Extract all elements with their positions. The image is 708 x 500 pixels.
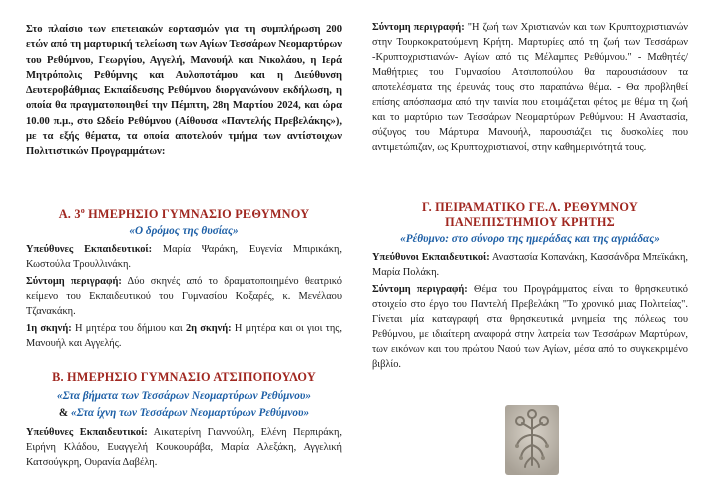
section-a-title <box>26 207 342 222</box>
section-c-desc-label: Σύντομη περιγραφή: <box>372 284 468 295</box>
section-c-description <box>372 282 688 372</box>
section-b-subtitle-2: «Στα ίχνη των Τεσσάρων Νεομαρτύρων Ρεθύμνου» <box>71 407 310 419</box>
section-b-title: Β. ΗΜΕΡΗΣΙΟ ΓΥΜΝΑΣΙΟ ΑΤΣΙΠΟΠΟΥΛΟΥ <box>52 370 316 384</box>
section-c-subtitle: «Ρέθυμνο: στο σύνορο της ημεράδας και της αγριάδας» <box>400 233 660 245</box>
section-b-description <box>372 20 688 155</box>
scene1-text: Η μητέρα του δήμιου και <box>71 323 186 334</box>
section-a-title-sup: ο <box>80 205 85 215</box>
section-b-subtitle-1: «Στα βήματα των Τεσσάρων Νεομαρτύρων Ρεθύμνου» <box>57 390 311 402</box>
scene2-text: Η μητέρα και οι γιοι της, Μανουήλ και Αγγελής. <box>26 323 343 349</box>
section-a-teachers-label: Υπεύθυνες Εκπαιδευτικοί: <box>26 244 153 255</box>
section-b-teachers-label: Υπεύθυνες Εκπαιδευτικοί: <box>26 427 148 438</box>
section-c-body <box>372 250 688 374</box>
section-c-desc-text: Θέμα του Προγράμματος είναι το θρησκευτικό στοιχείο στο έργο του Παντελή Πρεβελάκη "Το χρονικό μιας Πολιτείας". Γίνεται μία καταγραφή στα θρησκευτικά μνημεία της πόλεως του Ρεθύμνου, με ιδιαίτερη αναφορά στην λατρεία των Τεσσάρων Μαρτύρων, των εικόνων και του πρώτου Ναού των Αγίων, μέσα από το συγκεκριμένο βιβλίο. <box>372 284 688 370</box>
section-b-teachers <box>26 425 342 470</box>
section-a-desc-label: Σύντομη περιγραφή: <box>26 276 122 287</box>
section-a-teachers <box>26 242 342 272</box>
section-b-desc-text: "Η ζωή των Χριστιανών και των Κρυπτοχριστιανών στην Τουρκοκρατούμενη Κρήτη. Μαρτυρίες από τη ζωή των Τεσσάρων -Κρυπτοχριστιανών- Αγίων από τις Μέλαμπες Ρεθύμνου." - Μαθητές/Μαθήτριες του Γυμνασίου Ατσιποπούλου θα παρουσιάσουν τα αποτελέσματα της έρευνάς τους στο παραπάνω θέμα. - Θα προβληθεί επίσης απόσπασμα από την ταινία που ετοιμάζεται φέτος με θέμα τη ζωή και το μαρτύριο των Τεσσάρων Νεομαρτύρων Ρεθύμνου: Η Αναστασία, σύζυγος του Μάρτυρα Μανουήλ, παρουσιάζει τις δυσκολίες που αντιμετώπιζαν, ως Κρυπτοχριστιανοί, στην καθημερινότητά τους. <box>372 22 689 153</box>
section-c-teachers <box>372 250 688 280</box>
intro-paragraph: Στο πλαίσιο των επετειακών εορτασμών για τη συμπλήρωση 200 ετών από τη μαρτυρική τελείωση των Αγίων Τεσσάρων Νεομαρτύρων του Ρεθύμνου, Γεωργίου, Αγγελή, Μανουήλ και Νικολάου, η Ιερά Μητρόπολις Ρεθύμνης και Αυλοποτάμου και η Διεύθυνση Δευτεροβάθμιας Εκπαίδευσης Ρεθύμνου διοργανώνουν εκδήλωση, η οποία θα πραγματοποιηθεί την Πέμπτη, 28η Μαρτίου 2024, και ώρα 10.00 π.μ., στο Ωδείο Ρεθύμνου (Αίθουσα «Παντελής Πρεβελάκης»), με τα εξής θέματα, τα οποία αποτελούν τμήμα των αντίστοιχων Πολιτιστικών Προγραμμάτων: <box>26 24 342 158</box>
stone-cross-emblem-icon <box>505 405 559 475</box>
section-a-teachers-names: Μαρία Ψαράκη, Ευγενία Μπιρικάκη, Κωστούλα Τρουλλινάκη. <box>26 244 342 270</box>
section-a-title-rest: ΗΜΕΡΗΣΙΟ ΓΥΜΝΑΣΙΟ ΡΕΘΥΜΝΟΥ <box>84 207 310 221</box>
section-c-teachers-names: Αναστασία Κοπανάκη, Κασσάνδρα Μπεϊκάκη, Μαρία Πολάκη. <box>372 252 688 278</box>
section-a-body <box>26 242 342 353</box>
section-a-desc-text: Δύο σκηνές από το δραματοποιημένο θεατρικό κείμενο του Εκπαιδευτικού του Γυμνασίου Κοξαρές, κ. Μενέλαου Τζανακάκη. <box>26 276 342 317</box>
scene2-label: 2η σκηνή: <box>185 323 232 334</box>
section-b-desc-label: Σύντομη περιγραφή: <box>372 22 465 33</box>
section-c-title-line-2: ΠΑΝΕΠΙΣΤΗΜΙΟΥ ΚΡΗΤΗΣ <box>445 215 615 229</box>
section-a-title-prefix: Α. 3 <box>58 207 81 221</box>
section-a-description <box>26 274 342 319</box>
section-b-subtitle-2-line <box>26 406 342 420</box>
section-b-teachers-names: Αικατερίνη Γιαννούλη, Ελένη Περπιράκη, Ειρήνη Κλάδου, Ευαγγελή Κουκουράβα, Μαρία Αλεξάκη, Αγγελική Κατσούγκρη, Ουρανία Δαβέλη. <box>26 427 342 468</box>
section-c-teachers-label: Υπεύθυνοι Εκπαιδευτικοί: <box>372 252 490 263</box>
section-b-teachers-block <box>26 425 342 472</box>
section-a-scenes <box>26 321 342 351</box>
section-c-title-line-1: Γ. ΠΕΙΡΑΜΑΤΙΚΟ ΓΕ.Λ. ΡΕΘΥΜΝΟΥ <box>422 200 638 214</box>
ampersand: & <box>58 407 72 419</box>
section-b-description-block <box>372 20 688 157</box>
scene1-label: 1η σκηνή: <box>26 323 72 334</box>
section-a-subtitle: «Ο δρόμος της θυσίας» <box>129 225 239 237</box>
